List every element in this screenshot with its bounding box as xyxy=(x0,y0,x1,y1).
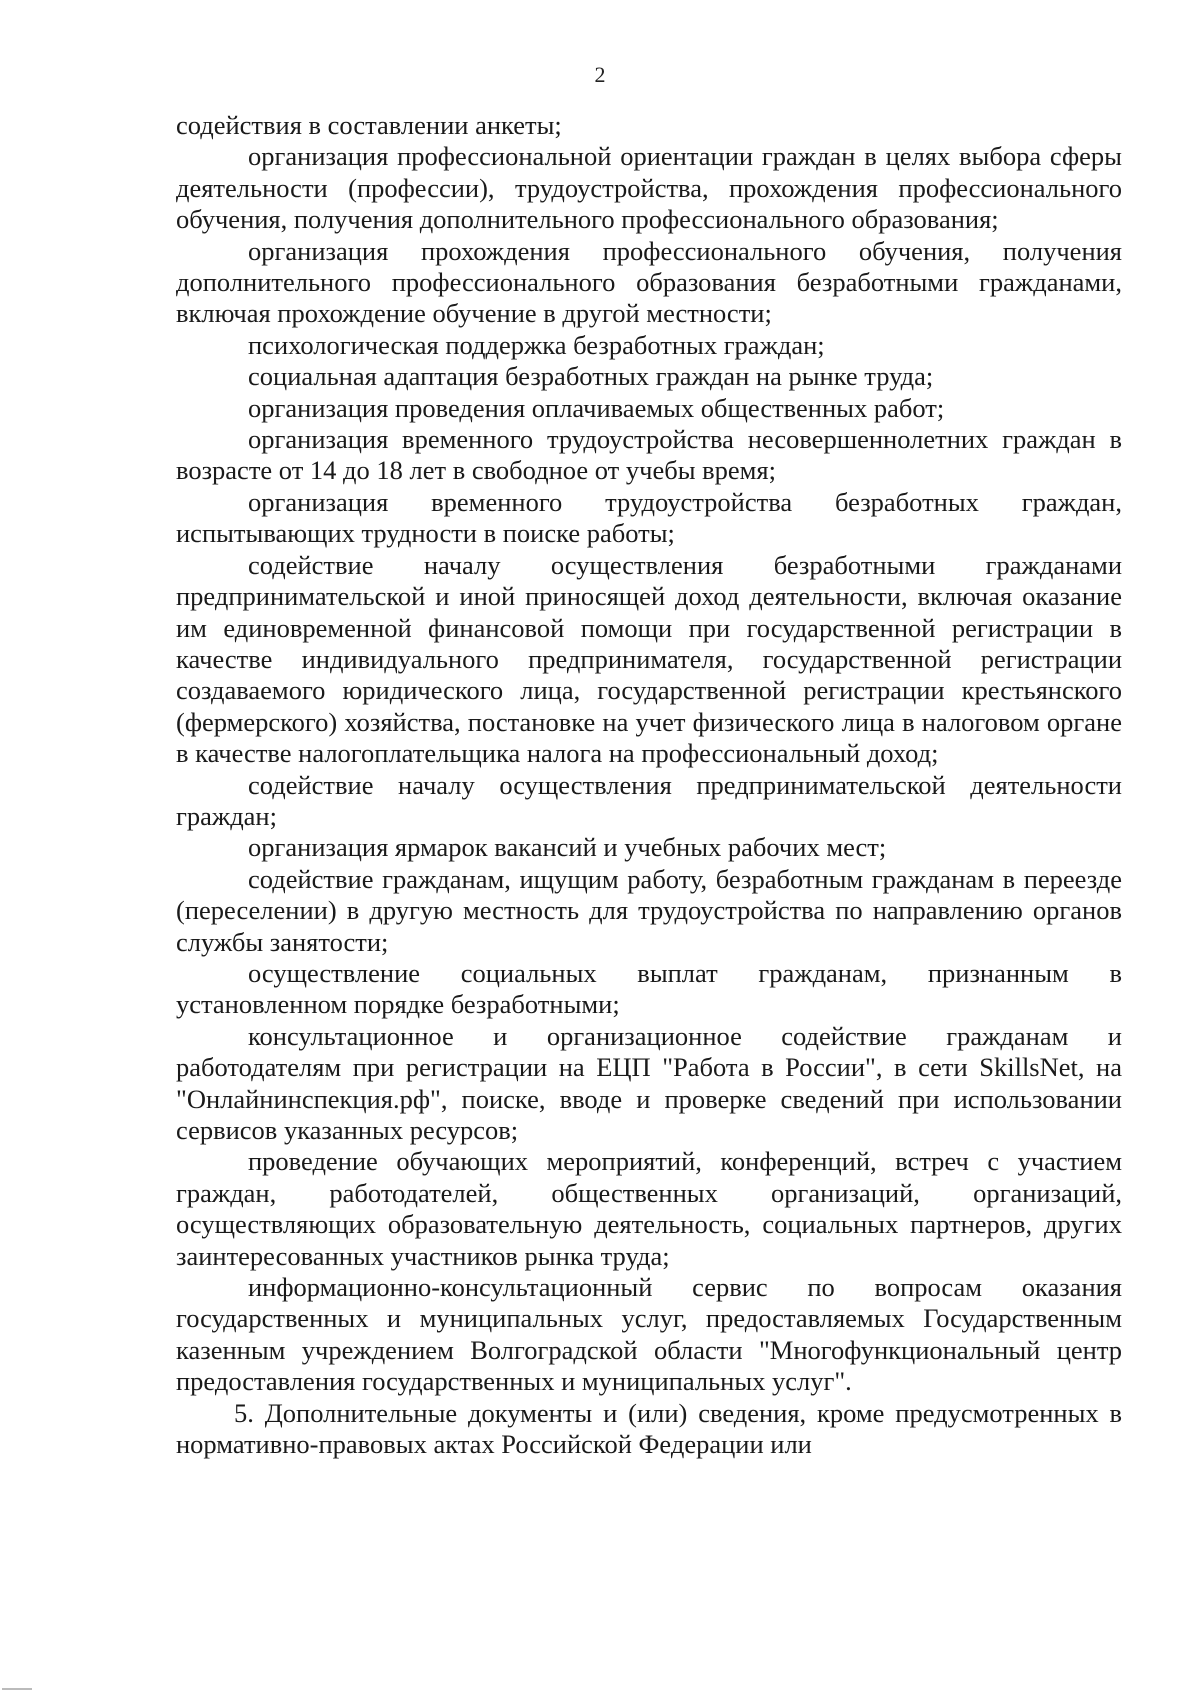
list-item-professional-training: организация прохождения профессионального обучения, получения дополнительного профессионального образования безработными гражданами, включая прохождение обучение в другой местности; xyxy=(176,235,1122,329)
paragraph-continuation: содействия в составлении анкеты; xyxy=(176,110,562,140)
list-item-psychological-support: психологическая поддержка безработных граждан; xyxy=(248,329,825,360)
list-item-temporary-employment-minors: организация временного трудоустройства несовершеннолетних граждан в возрасте от 14 до 18 лет в свободное от учебы время; xyxy=(176,424,1122,486)
list-item-career-guidance: организация профессиональной ориентации граждан в целях выбора сферы деятельности (профессии), трудоустройства, прохождения профессионального обучения, получения дополнительного профессионального образования; xyxy=(176,141,1122,235)
numbered-clause-5: 5. Дополнительные документы и (или) сведения, кроме предусмотренных в нормативно-правовых актах Российской Федерации или xyxy=(176,1397,1122,1460)
list-item-training-events: проведение обучающих мероприятий, конференций, встреч с участием граждан, работодателей, общественных организаций, организаций, осуществляющих образовательную деятельность, социальных партнеров, других заинтересованных участников рынка труда; xyxy=(176,1146,1122,1271)
scan-artifact xyxy=(2,1688,32,1690)
list-item-social-adaptation: социальная адаптация безработных граждан на рынке труда; xyxy=(248,361,934,392)
list-item-temporary-employment-unemployed: организация временного трудоустройства безработных граждан, испытывающих трудности в поиске работы; xyxy=(176,486,1122,549)
list-item-entrepreneurship-support: содействие началу осуществления безработными гражданами предпринимательской и иной приносящей доход деятельности, включая оказание им единовременной финансовой помощи при государственной регистрации в качестве индивидуального предпринимателя, государственной регистрации создаваемого юридического лица, государственной регистрации крестьянского (фермерского) хозяйства, постановке на учет физического лица в налоговом органе в качестве налогоплательщика налога на профессиональный доход; xyxy=(176,549,1122,769)
page-number: 2 xyxy=(594,62,606,87)
list-item-information-service: информационно-консультационный сервис по вопросам оказания государственных и муниципальных услуг, предоставляемых Государственным казенным учреждением Волгоградской области "Многофункциональный центр предоставления государственных и муниципальных услуг". xyxy=(176,1272,1122,1397)
list-item-public-works: организация проведения оплачиваемых общественных работ; xyxy=(248,392,945,423)
list-item-consulting: консультационное и организационное содействие гражданам и работодателям при регистрации на ЕЦП "Работа в России", в сети SkillsNet, на "Онлайнинспекция.рф", поиске, вводе и проверке сведений при использовании сервисов указанных ресурсов; xyxy=(176,1020,1122,1145)
list-item-relocation: содействие гражданам, ищущим работу, безработным гражданам в переезде (переселении) в другую местность для трудоустройства по направлению органов службы занятости; xyxy=(176,863,1122,957)
document-body xyxy=(176,110,1122,1460)
list-item-job-fairs: организация ярмарок вакансий и учебных рабочих мест; xyxy=(248,832,887,863)
list-item-social-payments: осуществление социальных выплат гражданам, признанным в установленном порядке безработными; xyxy=(176,957,1122,1020)
list-item-business-start: содействие началу осуществления предпринимательской деятельности граждан; xyxy=(176,769,1122,831)
